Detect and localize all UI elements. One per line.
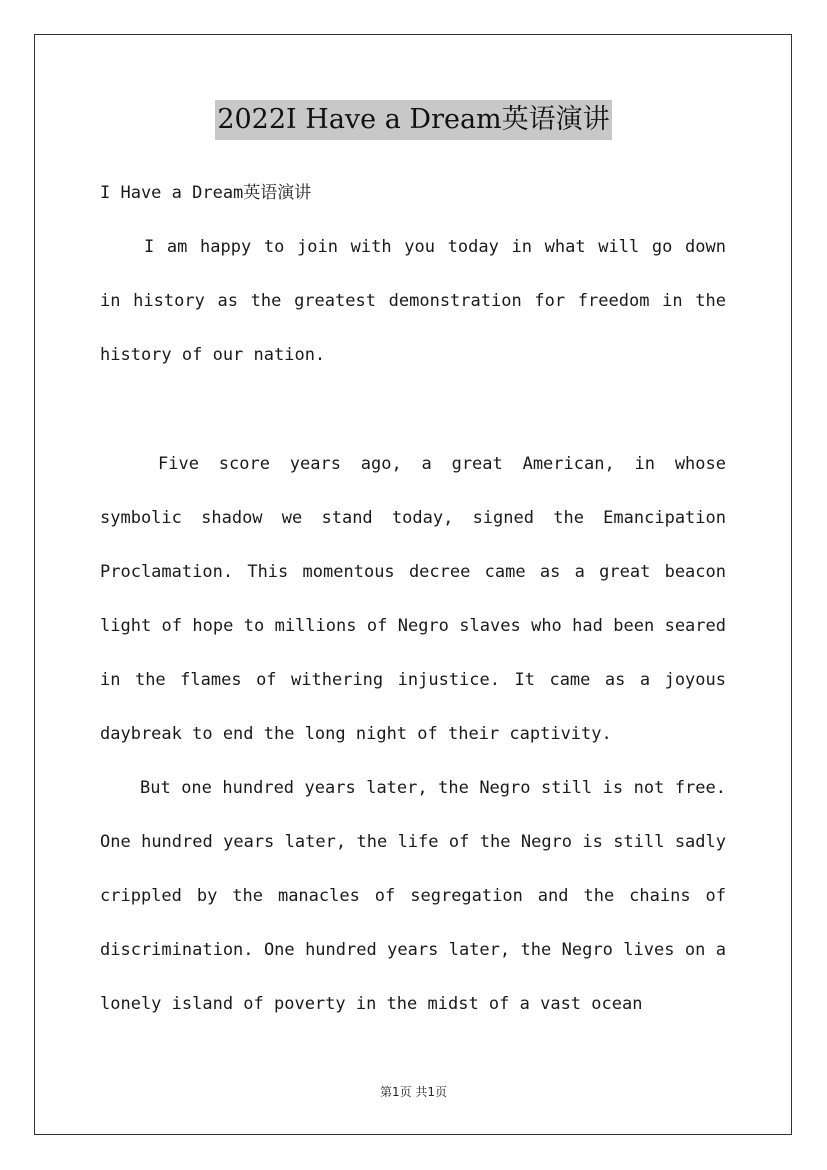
paragraph-3: But one hundred years later, the Negro still is not free. One hundred years later, the life of the Negro is still sadly crippled by the manacles of segregation and the chains of discrimination. One hundred years later, the Negro lives on a lonely island of poverty in the midst of a vast ocean	[100, 778, 726, 1014]
body-block-2	[100, 437, 726, 1031]
document-title	[0, 100, 827, 140]
paragraph-2: Five score years ago, a great American, in whose symbolic shadow we stand today, signed the Emancipation Proclamation. This momentous decree came as a great beacon light of hope to millions of Negro slaves who had been seared in the flames of withering injustice. It came as a joyous daybreak to end the long night of their captivity.	[100, 454, 726, 744]
paragraph-1: I am happy to join with you today in what will go down in history as the greatest demonstration for freedom in the history of our nation.	[100, 237, 726, 365]
page-footer: 第1页 共1页	[379, 1085, 448, 1099]
document-title-text: 2022I Have a Dream英语演讲	[215, 100, 611, 140]
document-subtitle: I Have a Dream英语演讲	[100, 183, 312, 203]
body-block-1	[100, 220, 726, 382]
